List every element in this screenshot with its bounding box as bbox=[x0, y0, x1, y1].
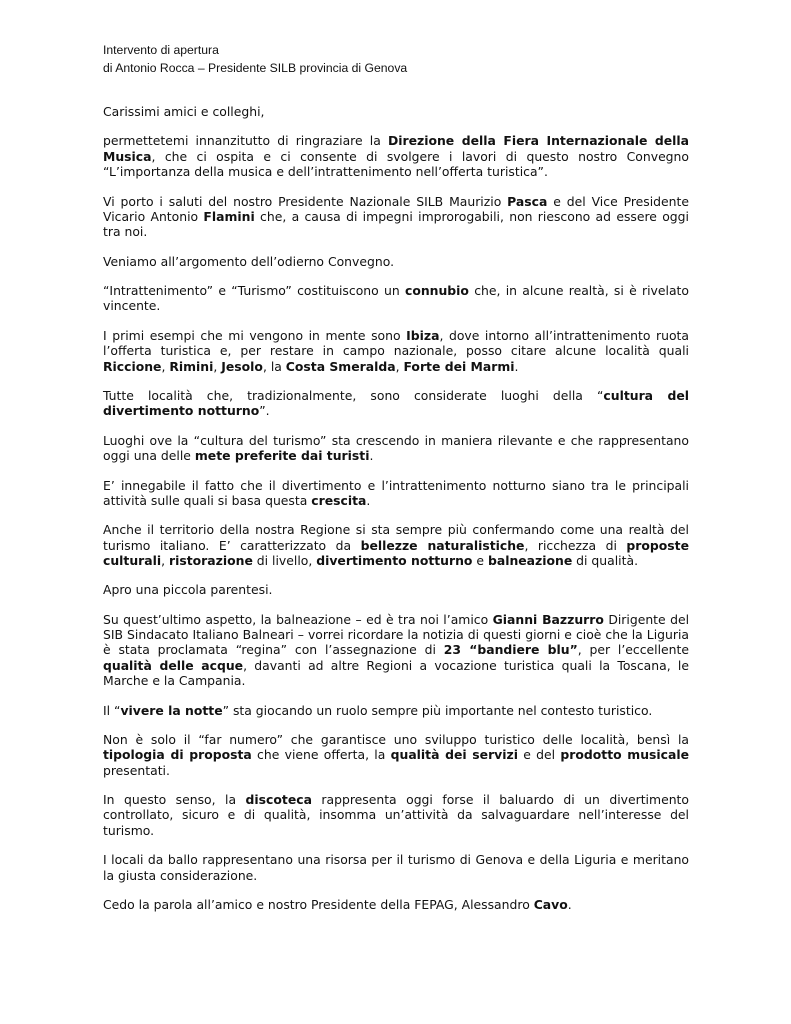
document-body bbox=[103, 104, 689, 926]
bold-text: Ibiza bbox=[406, 327, 440, 343]
text-run: Non è solo il “far numero” che garantisce uno sviluppo turistico delle località, bensì la bbox=[103, 732, 689, 748]
text-run: . bbox=[366, 492, 371, 508]
text-run: che viene offerta, la bbox=[251, 747, 391, 763]
text-run: , dove intorno all’intrattenimento ruota l’offerta turistica e, per restare in campo nazionale, posso citare alcune località quali bbox=[103, 327, 689, 359]
paragraph bbox=[103, 852, 689, 883]
text-run: , davanti ad altre Regioni a vocazione turistica quali la Toscana, le Marche e la Campania. bbox=[103, 657, 689, 689]
text-run: e del bbox=[517, 747, 561, 763]
bold-text: proposte culturali bbox=[103, 537, 689, 568]
text-run: , per l’eccellente bbox=[577, 642, 689, 658]
text-run: , che ci ospita e ci consente di svolgere i lavori di questo nostro Convegno “L’importanza della musica e dell’intrattenimento nell’offerta turistica”. bbox=[103, 148, 689, 180]
text-run: E’ innegabile il fatto che il divertimento e l’intrattenimento notturno siano tra le principali attività sulle quali si basa questa bbox=[103, 477, 689, 508]
text-run: . bbox=[514, 358, 519, 374]
paragraph bbox=[103, 133, 689, 179]
text-run: In questo senso, la bbox=[103, 792, 246, 808]
text-run: e del Vice Presidente Vicario Antonio bbox=[103, 193, 690, 224]
bold-text: qualità dei servizi bbox=[390, 747, 518, 763]
bold-text: Flamini bbox=[203, 208, 255, 224]
bold-text: Riccione bbox=[103, 358, 162, 374]
header-title: Intervento di apertura bbox=[103, 43, 219, 57]
text-run: , bbox=[395, 358, 404, 374]
paragraph bbox=[103, 283, 689, 314]
paragraph bbox=[103, 254, 689, 269]
bold-text: qualità delle acque bbox=[103, 657, 244, 673]
text-run: ”. bbox=[259, 403, 270, 419]
text-run: . bbox=[369, 448, 374, 464]
text-run: , la bbox=[262, 358, 286, 374]
bold-text: Forte dei Marmi bbox=[403, 358, 515, 374]
text-run: Apro una piccola parentesi. bbox=[103, 582, 273, 598]
bold-text: divertimento notturno bbox=[316, 552, 473, 568]
paragraph bbox=[103, 897, 689, 912]
bold-text: Jesolo bbox=[221, 358, 263, 374]
text-run: ” sta giocando un ruolo sempre più importante nel contesto turistico. bbox=[222, 702, 653, 718]
paragraph bbox=[103, 612, 689, 688]
paragraph bbox=[103, 732, 689, 778]
bold-text: 23 “bandiere blu” bbox=[443, 642, 578, 658]
text-run: Dirigente del SIB Sindacato Italiano Balneari – vorrei ricordare la notizia di questi giorni e cioè che la Liguria è stata proclamata “regina” con l’assegnazione di bbox=[103, 611, 690, 658]
paragraph bbox=[103, 194, 689, 240]
text-run: di qualità. bbox=[572, 552, 639, 568]
text-run: Carissimi amici e colleghi, bbox=[103, 104, 265, 119]
text-run: , ricchezza di bbox=[524, 537, 627, 553]
text-run: , bbox=[213, 358, 222, 374]
bold-text: bellezze naturalistiche bbox=[360, 537, 525, 553]
text-run: . bbox=[567, 896, 572, 912]
text-run: rappresenta oggi forse il baluardo di un divertimento controllato, sicuro e di qualità, insomma un’attività da salvaguardare nell’interesse del turismo. bbox=[103, 792, 689, 838]
paragraph bbox=[103, 792, 689, 838]
paragraph bbox=[103, 433, 689, 464]
text-run: I primi esempi che mi vengono in mente sono bbox=[103, 327, 407, 343]
text-run: Su quest’ultimo aspetto, la balneazione – ed è tra noi l’amico bbox=[103, 611, 493, 627]
text-run: di livello, bbox=[252, 552, 317, 568]
bold-text: tipologia di proposta bbox=[103, 747, 252, 763]
paragraph bbox=[103, 522, 689, 568]
bold-text: cultura del divertimento notturno bbox=[103, 387, 690, 419]
text-run: che, a causa di impegni improrogabili, non riescono ad essere oggi tra noi. bbox=[103, 208, 689, 240]
paragraph bbox=[103, 388, 689, 419]
text-run: Il “ bbox=[103, 702, 121, 718]
text-run: Tutte località che, tradizionalmente, sono considerate luoghi della “ bbox=[103, 387, 604, 403]
bold-text: Direzione della Fiera Internazionale della Musica bbox=[103, 133, 690, 164]
paragraph bbox=[103, 703, 689, 718]
bold-text: mete preferite dai turisti bbox=[194, 448, 370, 464]
text-run: Cedo la parola all’amico e nostro Presidente della FEPAG, Alessandro bbox=[103, 896, 534, 912]
bold-text: crescita bbox=[311, 492, 367, 508]
bold-text: vivere la notte bbox=[120, 702, 223, 718]
text-run: Luoghi ove la “cultura del turismo” sta crescendo in maniera rilevante e che rappresentano oggi una delle bbox=[103, 432, 689, 464]
paragraph bbox=[103, 478, 689, 509]
bold-text: Costa Smeralda bbox=[285, 358, 396, 374]
bold-text: Gianni Bazzurro bbox=[492, 611, 604, 627]
text-run: , bbox=[161, 552, 170, 568]
paragraph bbox=[103, 582, 689, 597]
bold-text: Rimini bbox=[169, 358, 214, 374]
text-run: “Intrattenimento” e “Turismo” costituiscono un bbox=[103, 283, 405, 299]
document-header bbox=[103, 41, 407, 77]
bold-text: discoteca bbox=[245, 792, 312, 808]
bold-text: balneazione bbox=[487, 552, 573, 568]
bold-text: prodotto musicale bbox=[560, 747, 689, 763]
text-run: Vi porto i saluti del nostro Presidente Nazionale SILB Maurizio bbox=[103, 193, 508, 209]
text-run: e bbox=[472, 552, 488, 568]
text-run: permettetemi innanzitutto di ringraziare la bbox=[103, 133, 388, 149]
header-author: di Antonio Rocca – Presidente SILB provincia di Genova bbox=[103, 61, 408, 75]
text-run: Veniamo all’argomento dell’odierno Convegno. bbox=[103, 253, 395, 269]
text-run: presentati. bbox=[103, 762, 170, 778]
paragraph bbox=[103, 104, 689, 119]
text-run: , bbox=[161, 358, 170, 374]
text-run: Anche il territorio della nostra Regione si sta sempre più confermando come una realtà del turismo italiano. E’ caratterizzato da bbox=[103, 522, 689, 553]
text-run: I locali da ballo rappresentano una risorsa per il turismo di Genova e della Liguria e meritano la giusta considerazione. bbox=[103, 852, 689, 883]
bold-text: ristorazione bbox=[169, 552, 253, 568]
bold-text: connubio bbox=[404, 283, 469, 299]
bold-text: Cavo bbox=[533, 896, 568, 912]
text-run: che, in alcune realtà, si è rivelato vincente. bbox=[103, 283, 689, 314]
paragraph bbox=[103, 328, 689, 374]
bold-text: Pasca bbox=[507, 193, 548, 209]
